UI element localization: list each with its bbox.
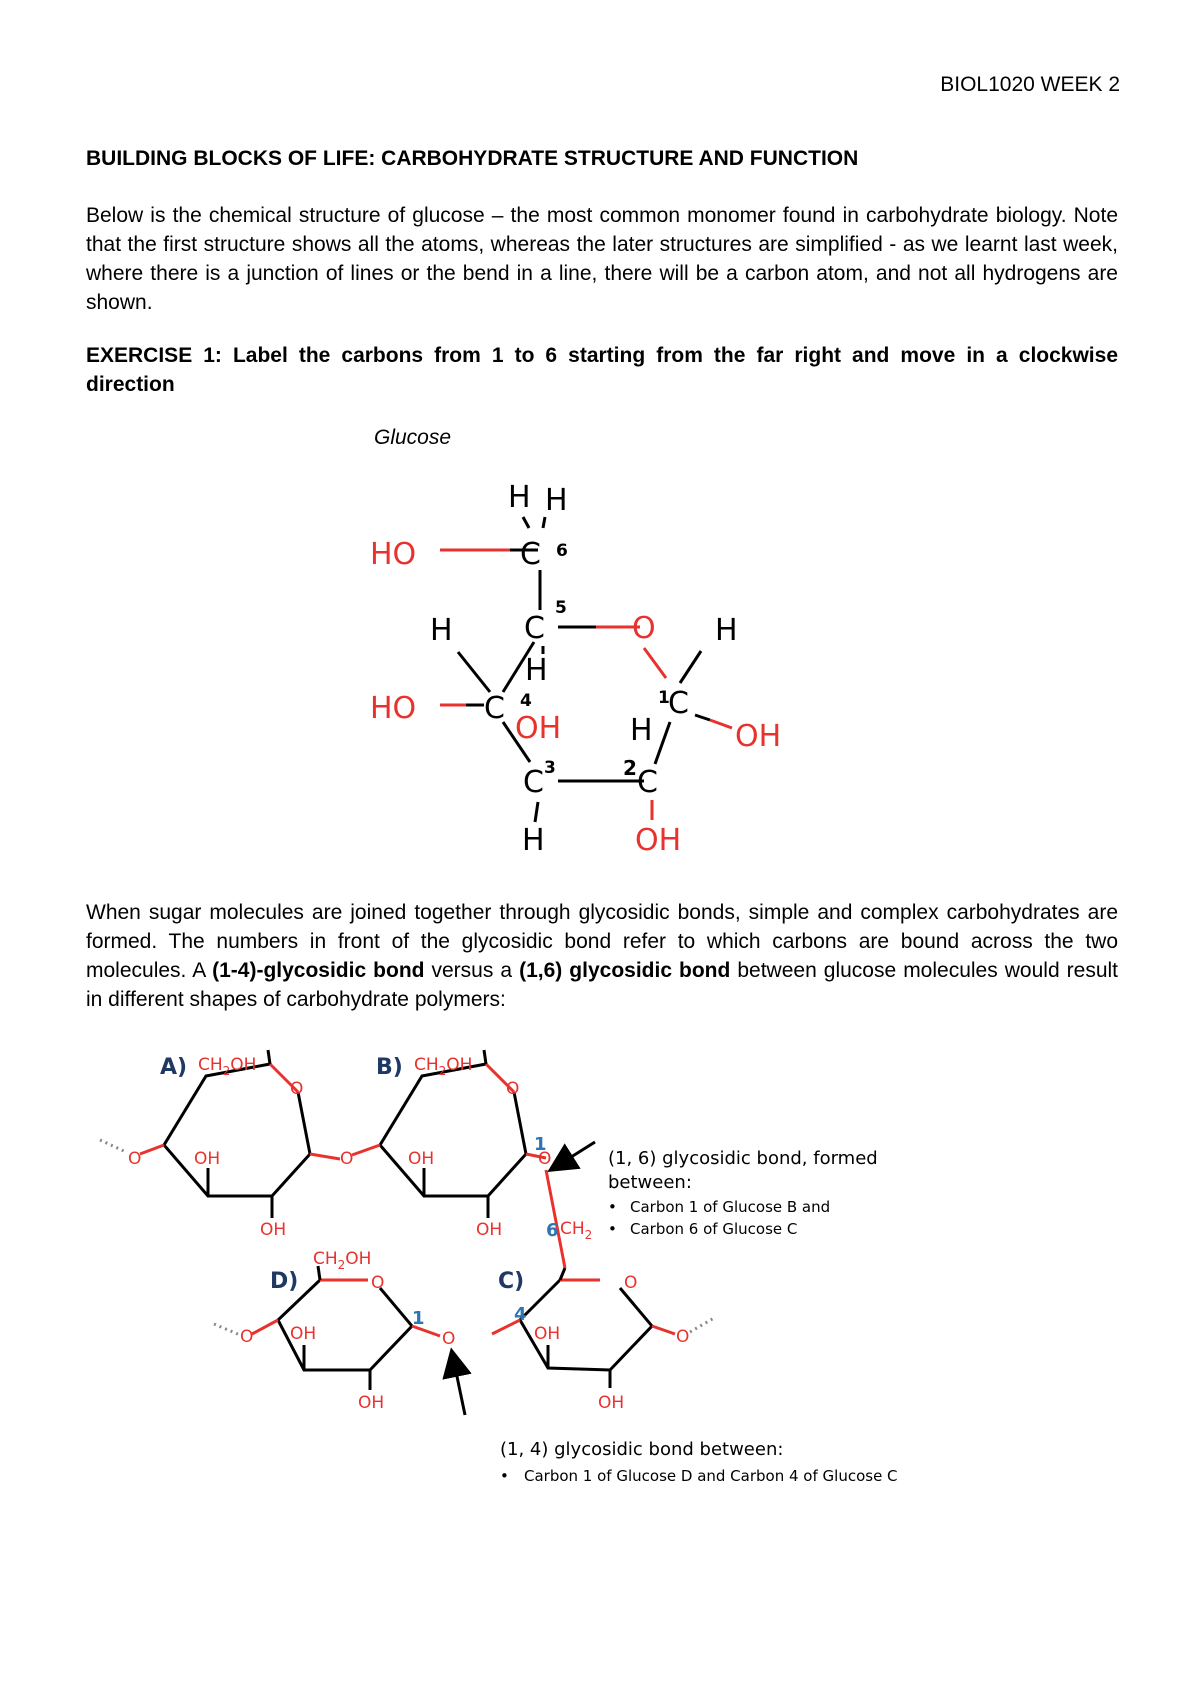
- ring-oxygen: O: [632, 611, 656, 646]
- chain-oxygen-left: O: [128, 1149, 142, 1169]
- oh-ring-a: OH: [194, 1149, 221, 1169]
- bond14-heading: (1, 4) glycosidic bond between:: [500, 1439, 784, 1460]
- bold-term-1-4: (1-4)-glycosidic bond: [212, 959, 425, 982]
- oh-ring-a-bottom: OH: [260, 1220, 287, 1240]
- carbon-number-1-d: 1: [412, 1308, 425, 1329]
- glucose-label-d: D): [270, 1269, 299, 1294]
- atom-c6: C: [520, 537, 541, 572]
- glycosidic-bond-diagram: [90, 1040, 1090, 1530]
- bullet-marker: •: [608, 1198, 617, 1216]
- oh-ring-b-bottom: OH: [476, 1220, 503, 1240]
- paragraph-text: When sugar molecules are joined together through glycosidic bonds, simple and complex carbohydrates are formed. The numbers in front of the glycosidic bond refer to which carbons are bound across the two molecules. A: [86, 901, 1118, 982]
- glucose-label-c: C): [498, 1269, 525, 1294]
- paragraph-text: versus a: [424, 959, 520, 982]
- handwritten-number-5: 5: [555, 598, 567, 618]
- bond16-heading-2: between:: [608, 1172, 692, 1193]
- atom-ho: HO: [370, 537, 417, 572]
- ch2-label-c: $CH_2$: [560, 1219, 593, 1242]
- bond16-heading: (1, 6) glycosidic bond, formed: [608, 1148, 878, 1169]
- ch2oh-label-a: $CH_2OH$: [198, 1055, 257, 1078]
- bridge-oxygen-16: O: [538, 1149, 552, 1169]
- ring-oxygen-d: O: [371, 1273, 385, 1293]
- atom-c4: C: [484, 691, 505, 726]
- paragraph-text: between glucose molecules would result in different shapes of carbohydrate polymers:: [86, 959, 1118, 1011]
- oh-ring-b: OH: [408, 1149, 435, 1169]
- atom-oh: OH: [635, 823, 682, 858]
- bond16-bullet-2: Carbon 6 of Glucose C: [630, 1220, 798, 1238]
- atom-c5: C: [524, 611, 545, 646]
- atom-h: H: [525, 653, 548, 688]
- ring-oxygen-a: O: [290, 1079, 304, 1099]
- atom-ho: HO: [370, 691, 417, 726]
- oh-ring-d-bottom: OH: [358, 1393, 385, 1413]
- bullet-marker: •: [500, 1467, 509, 1485]
- bond16-bullet-1: Carbon 1 of Glucose B and: [630, 1198, 831, 1216]
- handwritten-number-2: 2: [623, 756, 637, 780]
- carbon-number-6-c: 6: [546, 1220, 559, 1241]
- glycosidic-bond-paragraph: [86, 898, 1118, 1014]
- atom-c2: C: [637, 765, 658, 800]
- atom-h: H: [630, 713, 653, 748]
- atom-h: H: [508, 480, 531, 515]
- exercise-1-instruction: EXERCISE 1: Label the carbons from 1 to 6 starting from the far right and move in a clockwise direction: [86, 344, 1118, 396]
- handwritten-number-1: 1: [658, 688, 670, 708]
- glucose-caption: Glucose: [374, 426, 452, 449]
- glucose-label-a: A): [160, 1055, 188, 1080]
- page-title: BUILDING BLOCKS OF LIFE: CARBOHYDRATE STRUCTURE AND FUNCTION: [86, 147, 859, 170]
- oh-ring-d: OH: [290, 1324, 317, 1344]
- chain-oxygen-c-right: O: [676, 1327, 690, 1347]
- oh-ring-c-bottom: OH: [598, 1393, 625, 1413]
- atom-h: H: [715, 613, 738, 648]
- ch2oh-label-d: $CH_2OH$: [313, 1249, 372, 1272]
- bridge-oxygen-14: O: [442, 1329, 456, 1349]
- glucose-label-b: B): [376, 1055, 403, 1080]
- handwritten-number-4: 4: [520, 691, 532, 711]
- bold-term-1-6: (1,6) glycosidic bond: [519, 959, 731, 982]
- bullet-marker: •: [608, 1220, 617, 1238]
- ring-oxygen-c: O: [624, 1273, 638, 1293]
- glucose-structure-diagram: [360, 470, 840, 890]
- atom-c1: C: [668, 686, 689, 721]
- intro-paragraph: Below is the chemical structure of glucose – the most common monomer found in carbohydrate biology. Note that the first structure shows all the atoms, whereas the later structures are simplified - as we learnt last week, where there is a junction of lines or the bend in a line, there will be a carbon atom, and not all hydrogens are shown.: [86, 204, 1118, 314]
- atom-h: H: [545, 483, 568, 518]
- oh-ring-c: OH: [534, 1324, 561, 1344]
- handwritten-number-3: 3: [544, 758, 556, 778]
- ch2oh-label-b: $CH_2OH$: [414, 1055, 473, 1078]
- ring-oxygen-b: O: [506, 1079, 520, 1099]
- carbon-number-4-c: 4: [514, 1304, 527, 1325]
- chain-oxygen-d-left: O: [240, 1327, 254, 1347]
- bond14-bullet-1: Carbon 1 of Glucose D and Carbon 4 of Glucose C: [524, 1467, 898, 1485]
- atom-h: H: [430, 613, 453, 648]
- course-header: BIOL1020 WEEK 2: [940, 73, 1120, 96]
- atom-oh: OH: [735, 719, 782, 754]
- bridge-oxygen-ab: O: [340, 1149, 354, 1169]
- carbon-number-1-b: 1: [534, 1134, 547, 1155]
- atom-h: H: [522, 823, 545, 858]
- handwritten-number-6: 6: [556, 541, 568, 561]
- atom-oh: OH: [515, 711, 562, 746]
- atom-c3: C: [523, 765, 544, 800]
